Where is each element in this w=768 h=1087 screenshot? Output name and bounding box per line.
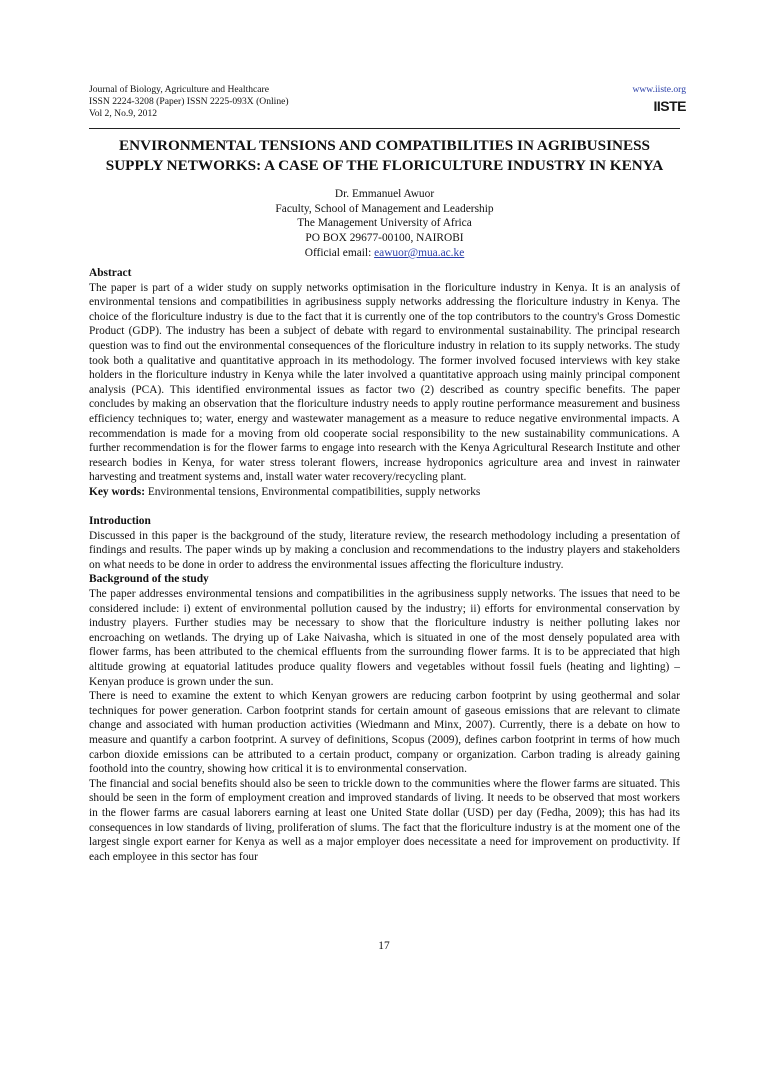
journal-header [89,84,289,120]
author-name: Dr. Emmanuel Awuor [334,188,435,200]
iiste-logo: IISTE [653,98,686,114]
author-email-label: Official email: [304,246,375,259]
author-email-line [89,246,680,261]
header-divider [89,128,680,129]
keywords-line [89,485,680,500]
journal-header-right [632,84,686,114]
paper-body [89,266,680,864]
author-faculty: Faculty, School of Management and Leadership [275,202,494,215]
keywords-label: Key words: [89,485,145,498]
journal-issn: ISSN 2224-3208 (Paper) ISSN 2225-093X (Online) [89,96,289,107]
section-spacer [89,500,680,515]
title-line-2: SUPPLY NETWORKS: A CASE OF THE FLORICULTURE INDUSTRY IN KENYA [105,157,664,174]
background-paragraph-2: There is need to examine the extent to which Kenyan growers are reducing carbon footprint by using geothermal and solar techniques for power generation. Carbon footprint stands for certain amount of gaseous emissions that are relevant to climate change and associated with human production activities (Wiedmann and Minx, 2007). Currently, there is a debate on how to measure and quantify a carbon footprint. A survey of definitions, Scopus (2009), defines carbon footprint in terms of how much carbon dioxide emissions can be attributed to a certain product, company or organization. Carbon trading is already gaining foothold into the country, showing how critical it is to environmental conservation. [89,690,680,776]
background-paragraph-3: The financial and social benefits should also be seen to trickle down to the communities where the flower farms are situated. This should be seen in the form of employment creation and improved standards of living. It needs to be observed that most workers in the flower farms are casual laborers earning at least one United State dollar (USD) per day (Fedha, 2009); this has had its consequences in low standards of living, proliferation of slums. The fact that the floriculture industry is at the moment one of the largest single export earner for Kenya as well as a major employer does necessitate a need for improvement on productivity. If each employee in this sector has four [89,777,680,863]
title-line-1: ENVIRONMENTAL TENSIONS AND COMPATIBILITIES IN AGRIBUSINESS [119,137,650,154]
introduction-heading: Introduction [89,515,151,528]
author-university: The Management University of Africa [297,217,472,230]
journal-url-link[interactable]: www.iiste.org [632,84,686,95]
author-block [89,187,680,261]
background-heading: Background of the study [89,573,209,586]
journal-volume: Vol 2, No.9, 2012 [89,108,158,119]
background-paragraph-1: The paper addresses environmental tensions and compatibilities in the agribusiness supply networks. The issues that need to be considered include: i) extent of environmental pollution caused by the industry; ii) efforts for environmental conservation by industry players. Further studies may be necessary to show that the floriculture industry is neither polluting lakes nor encroaching on wetlands. The drying up of Lake Naivasha, which is situated in one of the most densely populated area with flower farms, has been attributed to the chemical effluents from the surrounding flower farms. It is to be appreciated that high altitude growing at equatorial latitudes produce quality flowers and vegetables without fossil fuels (heating and lighting) – Kenyan produce is grown under the sun. [89,588,680,688]
keywords-text: Environmental tensions, Environmental compatibilities, supply networks [145,485,481,498]
page-number: 17 [378,940,390,952]
paper-title [89,136,680,176]
abstract-text: The paper is part of a wider study on supply networks optimisation in the floriculture industry in Kenya. It is an analysis of environmental tensions and compatibilities in agribusiness supply networks addressing the floriculture industry in Kenya. The choice of the floriculture industry is due to the fact that it is currently one of the top contributors to the country's Gross Domestic Product (GDP). The industry has been a subject of debate with regard to environmental sustainability. The principal research question was to find out the environmental consequences of the floriculture industry in relation to its supply networks. The study took both a qualitative and quantitative approach in its methodology. The former involved focused interviews with key stake holders in the floriculture industry in Kenya while the later involved a quantitative approach using mainly principal component analysis (PCA). This identified environmental issues as factor two (2) described as country specific benefits. The paper concludes by making an observation that the floriculture industry needs to apply routine performance measurement and business efficiency techniques to; water, energy and wastewater management as a measure to reduce negative environmental impacts. A recommendation is made for a moving from old cooperate social responsibility to the new sustainability communications. A further recommendation is for the flower farms to engage into research with the Kenya Agricultural Research Institute and other research bodies in Kenya, for water stress tolerant flowers, increase hydroponics agriculture area and invest in rainwater harvesting and treatment systems and, install water water recovery/recycling plant. [89,281,680,484]
author-address: PO BOX 29677-00100, NAIROBI [305,232,464,245]
journal-name: Journal of Biology, Agriculture and Healthcare [89,84,270,95]
author-email-link[interactable]: eawuor@mua.ac.ke [374,246,465,259]
introduction-text: Discussed in this paper is the background of the study, literature review, the research methodology including a presentation of findings and results. The paper winds up by making a conclusion and recommendations to the industry players and stakeholders on what needs to be done in order to address the environmental issues affecting the floriculture industry. [89,529,680,571]
abstract-heading: Abstract [89,267,132,279]
